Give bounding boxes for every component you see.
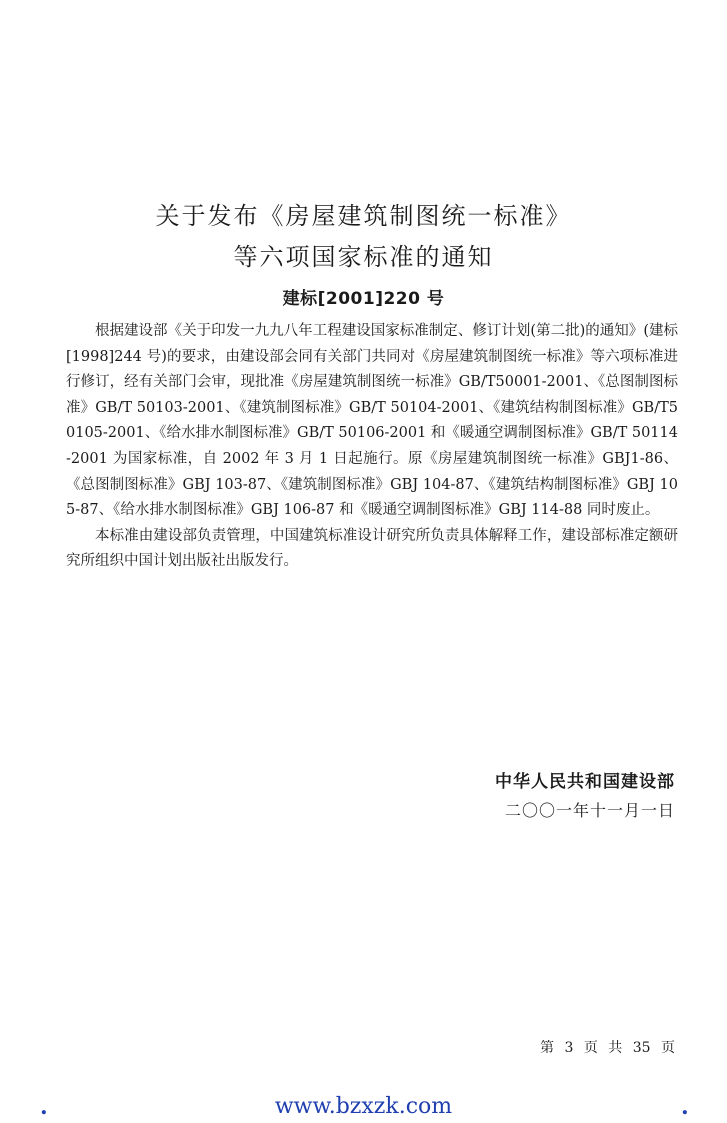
notice-body [66,319,678,575]
issue-date: 二〇〇一年十一月一日 [504,801,675,820]
notice-title-line-2: 等六项国家标准的通知 [233,243,494,271]
footer-dot-right: . [681,1094,689,1120]
document-number: 建标[2001]220 号 [282,289,445,309]
footer-dot-left: . [40,1094,48,1120]
page-number: 第 3 页 共 35 页 [540,1040,675,1056]
body-paragraph-2: 本标准由建设部负责管理，中国建筑标准设计研究所负责具体解释工作，建设部标准定额研究所组织中国计划出版社出版发行。 [66,527,678,570]
issuing-authority: 中华人民共和国建设部 [495,772,675,792]
body-paragraph-1: 根据建设部《关于印发一九九八年工程建设国家标准制定、修订计划(第二批)的通知》(建标[1998]244 号)的要求，由建设部会同有关部门共同对《房屋建筑制图统一标准》等六项标准进行修订，经有关部门会审，现批准《房屋建筑制图统一标准》GB/T50001-2001、《总图制图标准》GB/T 50103-2001、《建筑制图标准》GB/T 50104-2001、《建筑结构制图标准》GB/T50105-2001、《给水排水制图标准》GB/T 50106-2001 和《暖通空调制图标准》GB/T 50114-2001 为国家标准，自 2002 年 3 月 1 日起施行。原《房屋建筑制图统一标准》GBJ1-86、《总图制图标准》GBJ 103-87、《建筑制图标准》GBJ 104-87、《建筑结构制图标准》GBJ 105-87、《给水排水制图标准》GBJ 106-87 和《暖通空调制图标准》GBJ 114-88 同时废止。 [66,323,678,519]
footer-website-link[interactable]: www.bzxzk.com [274,1094,453,1119]
notice-title-line-1: 关于发布《房屋建筑制图统一标准》 [155,202,572,230]
